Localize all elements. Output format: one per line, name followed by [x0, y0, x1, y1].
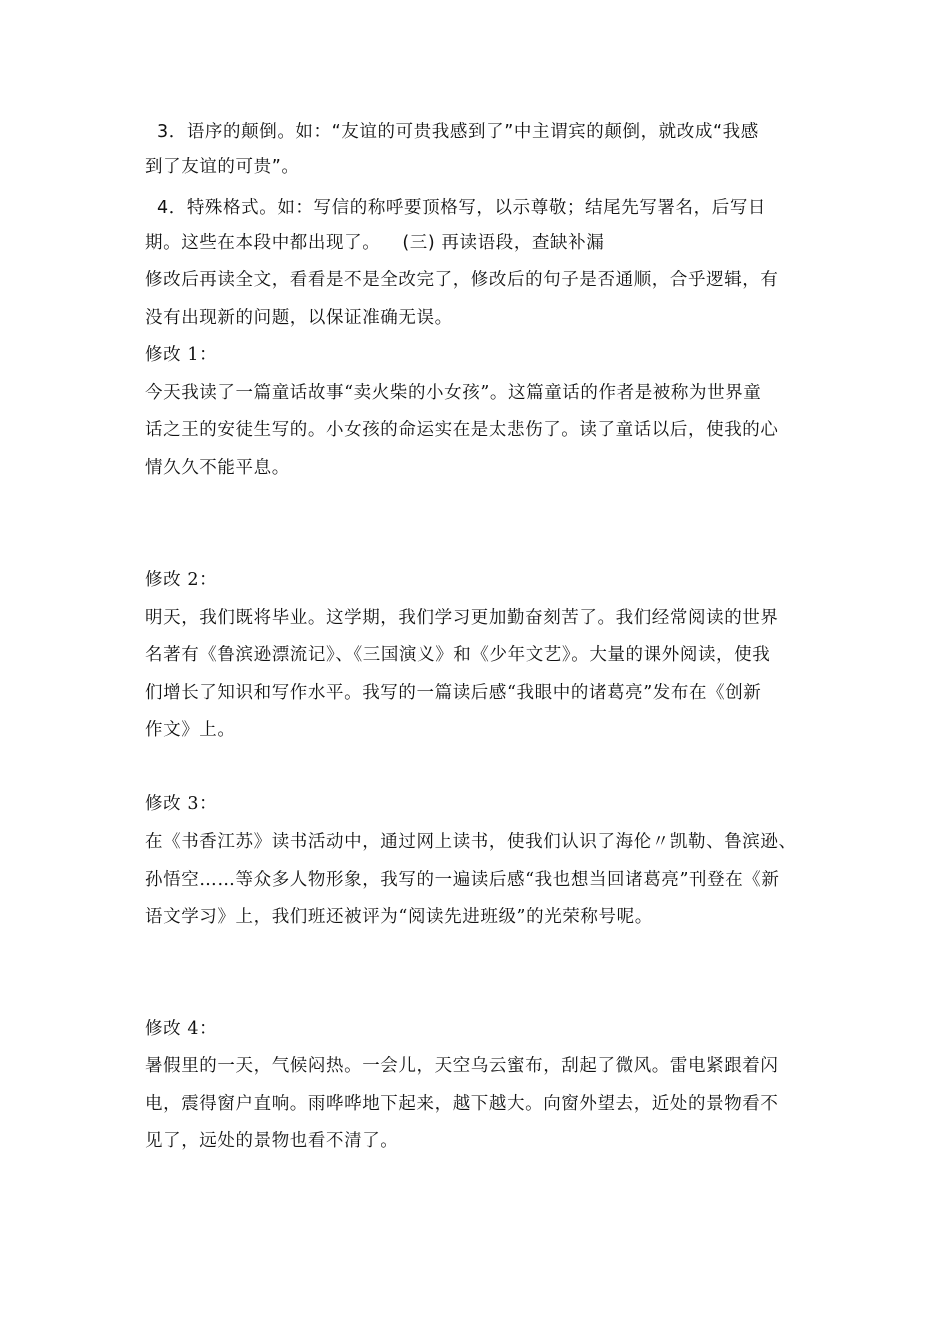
exercise-2-line: 名著有《鲁滨逊漂流记》、《三国演义》和《少年文艺》。大量的课外阅读，使我: [145, 645, 771, 665]
exercise-2-heading: 修改 2：: [145, 570, 218, 590]
exercise-1-heading: 修改 1：: [145, 345, 218, 365]
exercise-2-line: 作文》上。: [145, 720, 236, 740]
exercise-3-line: 在《书香江苏》读书活动中，通过网上读书，使我们认识了海伦〃凯勒、鲁滨逊、: [145, 832, 797, 852]
intro-line-6: 没有出现新的问题，以保证准确无误。: [145, 308, 453, 328]
exercise-4-line: 见了，远处的景物也看不清了。: [145, 1131, 399, 1151]
intro-line-4-text: 期。这些在本段中都出现了。: [145, 233, 381, 253]
exercise-4-heading: 修改 4：: [145, 1019, 218, 1039]
intro-line-4: [145, 235, 815, 253]
exercise-3-line: 孙悟空……等众多人物形象，我写的一遍读后感“我也想当回诸葛亮”刊登在《新: [145, 870, 780, 890]
intro-line-1: 3．语序的颠倒。如：“友谊的可贵我感到了”中主谓宾的颠倒，就改成“我感: [157, 122, 759, 142]
exercise-3-heading: 修改 3：: [145, 794, 218, 814]
exercise-1-line: 情久久不能平息。: [145, 458, 290, 478]
exercise-3-line: 语文学习》上，我们班还被评为“阅读先进班级”的光荣称号呢。: [145, 907, 653, 927]
exercise-4-line: 电，震得窗户直响。雨哗哗地下起来，越下越大。向窗外望去，近处的景物看不: [145, 1094, 779, 1114]
exercise-1-line: 话之王的安徒生写的。小女孩的命运实在是太悲伤了。读了童话以后，使我的心: [145, 420, 779, 440]
intro-line-2: 到了友谊的可贵”。: [145, 157, 300, 177]
exercise-2-line: 们增长了知识和写作水平。我写的一篇读后感“我眼中的诸葛亮”发布在《创新: [145, 683, 762, 703]
exercise-1-line: 今天我读了一篇童话故事“卖火柴的小女孩”。这篇童话的作者是被称为世界童: [145, 383, 762, 403]
exercise-4-line: 暑假里的一天，气候闷热。一会儿，天空乌云蜜布，刮起了微风。雷电紧跟着闪: [145, 1056, 779, 1076]
section-heading: (三) 再读语段，查缺补漏: [402, 233, 605, 253]
intro-line-3: 4．特殊格式。如：写信的称呼要顶格写，以示尊敬；结尾先写署名，后写日: [157, 198, 767, 218]
exercise-2-line: 明天，我们既将毕业。这学期，我们学习更加勤奋刻苦了。我们经常阅读的世界: [145, 608, 779, 628]
intro-line-5: 修改后再读全文，看看是不是全改完了，修改后的句子是否通顺，合乎逻辑，有: [145, 270, 779, 290]
